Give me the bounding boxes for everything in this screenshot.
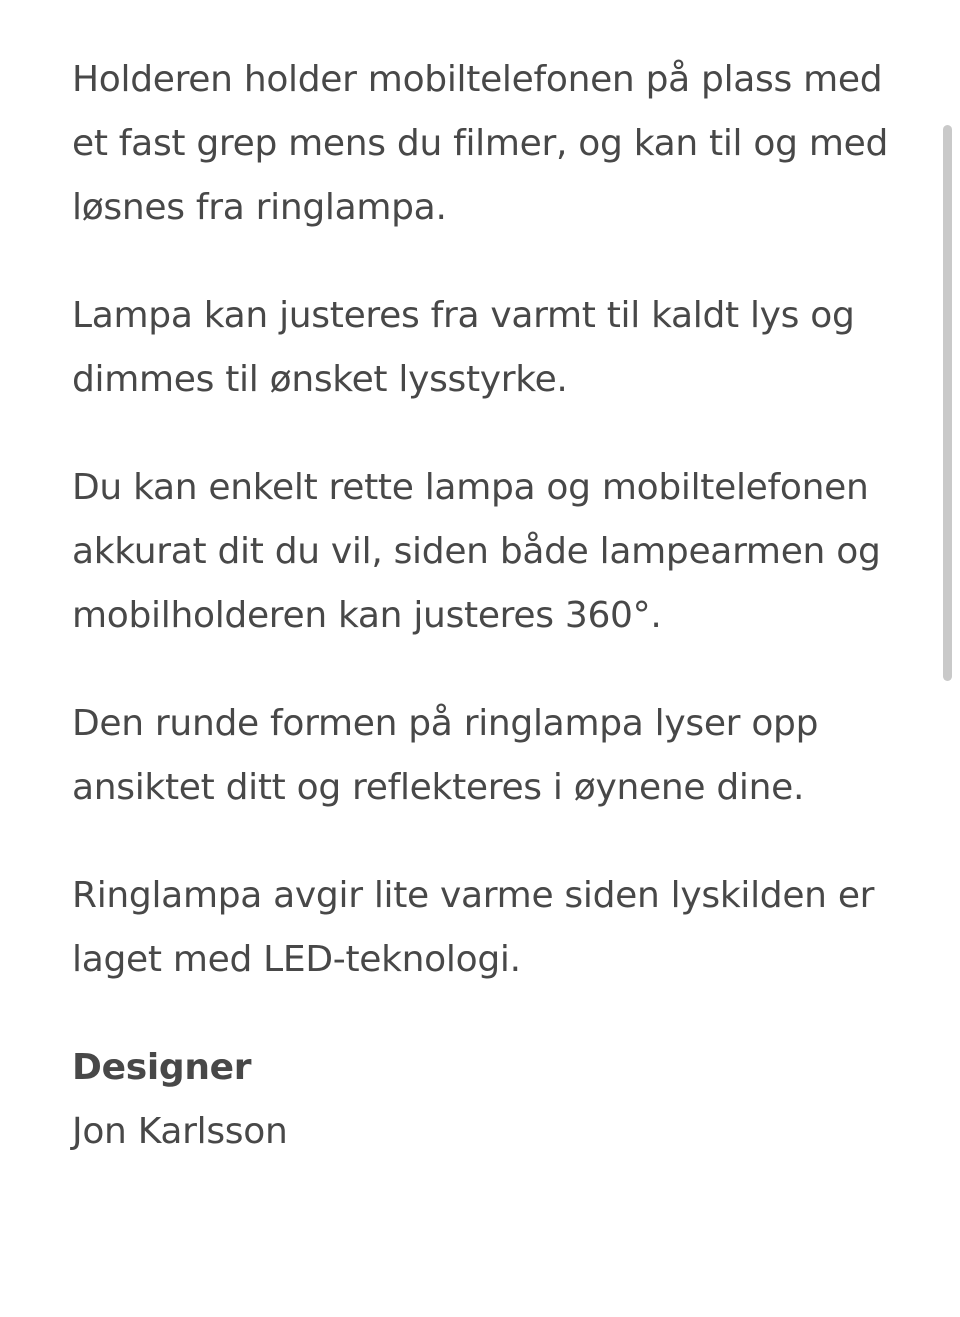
description-paragraph-3: Du kan enkelt rette lampa og mobiltelefonen akkurat dit du vil, siden både lampearmen og mobilholderen kan justeres 360°. [72,467,881,636]
description-paragraph-1: Holderen holder mobiltelefonen på plass med et fast grep mens du filmer, og kan til og med løsnes fra ringlampa. [72,59,888,228]
designer-heading: Designer [72,1047,252,1088]
scrollbar-thumb[interactable] [943,125,952,681]
description-paragraph-2: Lampa kan justeres fra varmt til kaldt lys og dimmes til ønsket lysstyrke. [72,295,855,400]
description-paragraph-4: Den runde formen på ringlampa lyser opp ansiktet ditt og reflekteres i øynene dine. [72,703,819,808]
description-paragraph-5: Ringlampa avgir lite varme siden lyskilden er laget med LED-teknologi. [72,875,875,980]
designer-section [72,1036,900,1164]
designer-name: Jon Karlsson [72,1111,288,1152]
